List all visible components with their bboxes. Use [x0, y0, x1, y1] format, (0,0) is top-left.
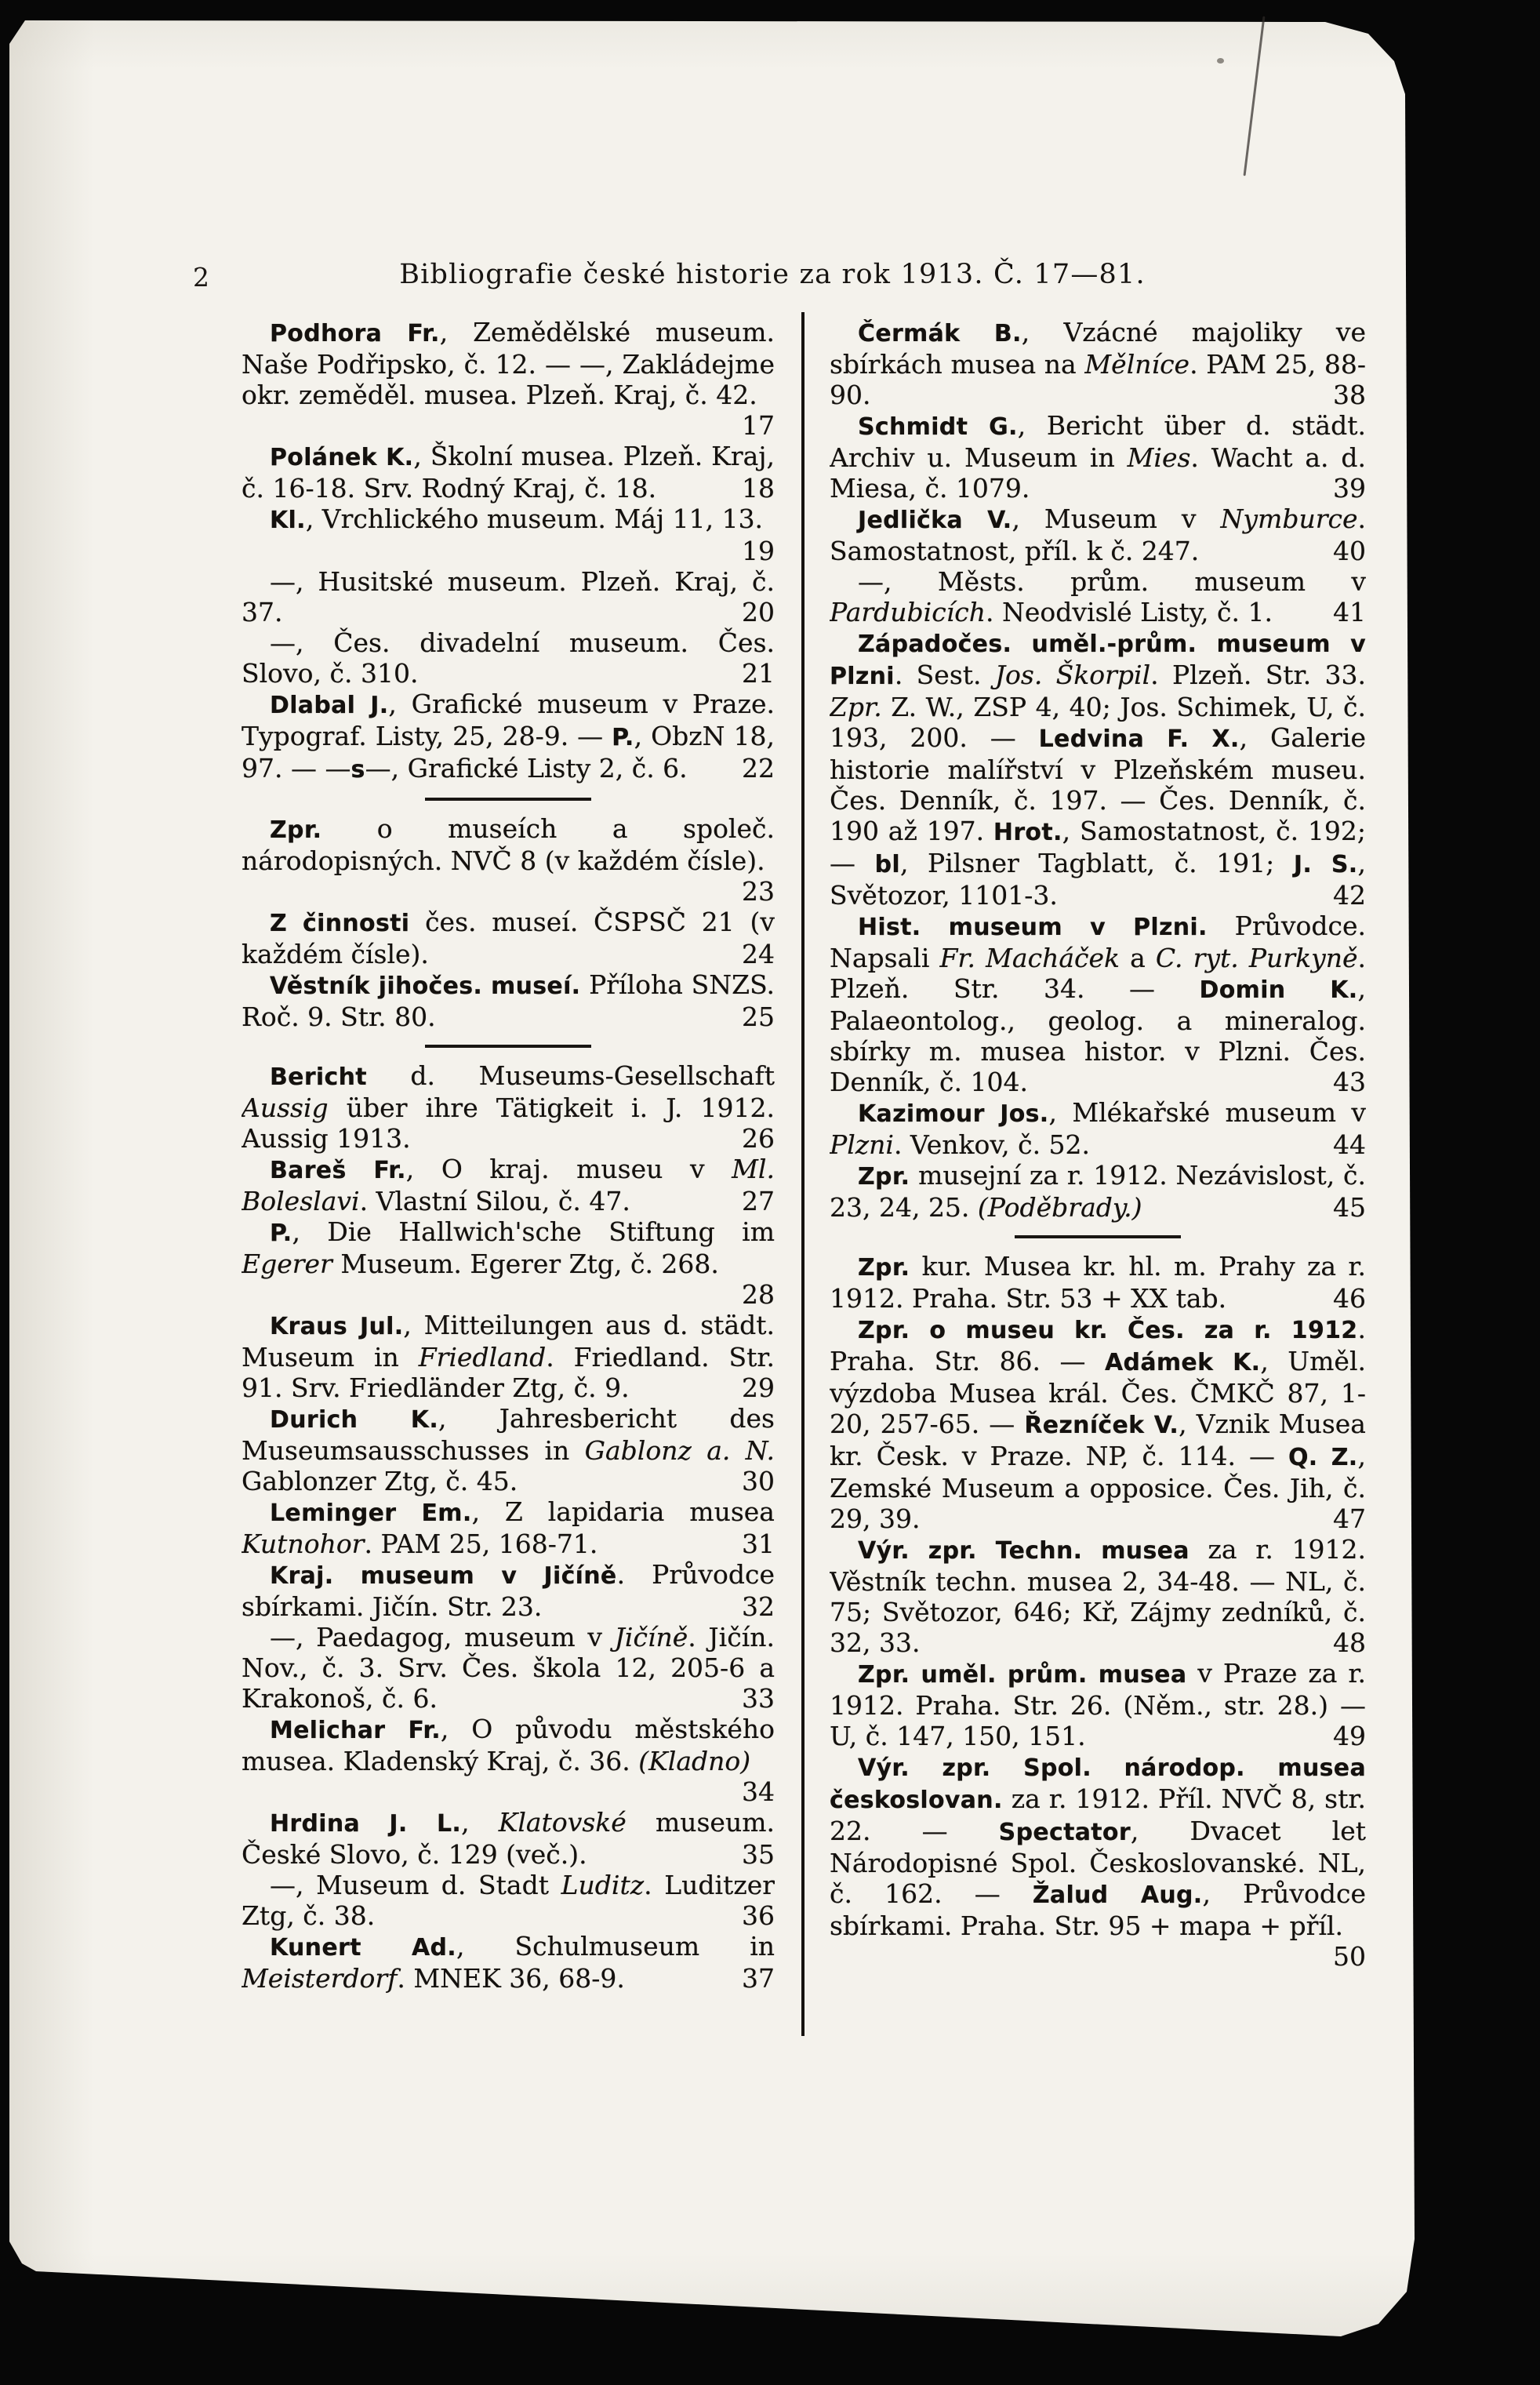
entry-number: 19: [742, 536, 775, 566]
bib-entry: [830, 504, 1366, 566]
entry-lead: Podhora Fr.: [270, 320, 440, 347]
entry-lead: Z činnosti: [270, 910, 410, 937]
bib-entry: [242, 441, 775, 504]
entry-number: 41: [1333, 597, 1366, 627]
entry-italic: Aussig: [242, 1093, 329, 1123]
entry-number: 23: [742, 876, 775, 907]
entry-text: . Jičín. Nov., č. 3. Srv. Čes. škola 12, 205-6 a Krakonoš, č. 6.: [242, 1622, 775, 1714]
entry-lead: Leminger Em.: [270, 1500, 472, 1527]
entry-text: , Uměl. výzdoba Musea král. Čes. ČMKČ 87, 1-20, 257-65. —: [830, 1346, 1366, 1439]
bib-entry: [830, 1160, 1366, 1223]
entry-text: d. Museums-Gesellschaft: [366, 1060, 775, 1091]
bib-entry: [830, 1314, 1366, 1534]
bib-entry: [242, 1807, 775, 1870]
entry-lead: Výr. zpr. Spol. národop. musea českoslovan.: [830, 1754, 1366, 1814]
entry-lead: Melichar Fr.: [270, 1717, 441, 1744]
entry-text: —, Museum d. Stadt: [270, 1870, 561, 1900]
entry-italic: Mies: [1127, 442, 1191, 473]
bib-entry: [242, 1622, 775, 1714]
entry-text: kur. Musea kr. hl. m. Prahy za r. 1912. Praha. Str. 53 + XX tab.: [830, 1251, 1366, 1314]
entry-lead: Schmidt G.: [858, 413, 1018, 441]
entry-text: . Friedland. Str. 91. Srv. Friedländer Ztg, č. 9.: [242, 1342, 775, 1403]
entry-number: 20: [742, 597, 775, 627]
entry-italic: Zpr.: [830, 692, 882, 722]
entry-number: 45: [1333, 1192, 1366, 1223]
entry-number: 46: [1333, 1283, 1366, 1314]
entry-number: 29: [742, 1372, 775, 1403]
right-column: [830, 317, 1366, 1972]
entry-number: 42: [1333, 880, 1366, 911]
entry-lead: Zpr. uměl. prům. musea: [858, 1661, 1187, 1689]
entry-lead: Bareš Fr.: [270, 1157, 406, 1184]
entry-number: 17: [742, 410, 775, 441]
entry-number: 37: [742, 1963, 775, 1994]
entry-text: , Pilsner Tagblatt, č. 191;: [899, 848, 1294, 878]
entry-text: , Schulmuseum in: [456, 1931, 775, 1961]
entry-text: , ObzN 18, 97. — —: [242, 721, 775, 783]
entry-number: 28: [742, 1279, 775, 1310]
entry-lead: J. S.: [1293, 851, 1358, 878]
entry-text: . Plzeň. Str. 34. —: [830, 943, 1366, 1004]
entry-text: . PAM 25, 168-71.: [364, 1529, 598, 1559]
entry-lead: bl: [874, 851, 900, 878]
page-number: 2: [193, 262, 209, 293]
left-column: [242, 317, 775, 1994]
bib-entry: [242, 1216, 775, 1310]
entry-text: , Světozor, 1101-3.: [830, 848, 1366, 911]
entry-italic: Jičíně: [614, 1622, 688, 1652]
entry-text: —, Čes. divadelní museum. Čes. Slovo, č. 310.: [242, 627, 775, 689]
entry-number: 32: [742, 1591, 775, 1622]
entry-number: 24: [742, 939, 775, 969]
entry-text: Z. W., ZSP 4, 40; Jos. Schimek, U, č. 193, 200. —: [830, 692, 1366, 753]
bib-entry: [830, 1751, 1366, 1972]
bib-entry: [830, 1097, 1366, 1160]
entry-italic: Fr. Macháček: [939, 943, 1120, 973]
entry-text: , Z lapidaria musea: [471, 1496, 775, 1527]
entry-lead: Polánek K.: [270, 444, 414, 471]
entry-text: , Mlékařské museum v: [1048, 1097, 1366, 1128]
entry-text: a: [1120, 943, 1156, 973]
bib-entry: [242, 1931, 775, 1994]
entry-text: . Sest.: [894, 660, 995, 690]
bib-entry: [242, 907, 775, 969]
entry-text: , Galerie historie malířství v Plzeňském museu. Čes. Denník, č. 197. — Čes. Denník, č. 190 až 197.: [830, 722, 1366, 846]
entry-text: über ihre Tätigkeit i. J. 1912. Aussig 1913.: [242, 1093, 775, 1154]
bib-entry: [242, 566, 775, 627]
paper-speck: [1217, 58, 1224, 64]
entry-lead: Kraj. museum v Jičíně: [270, 1562, 617, 1590]
entry-lead: Zpr.: [858, 1163, 910, 1191]
entry-text: , Samostatnost, č. 192; —: [830, 816, 1366, 878]
entry-lead: Jedlička V.: [858, 507, 1012, 534]
bib-entry: [242, 1403, 775, 1496]
bib-entry: [242, 969, 775, 1032]
entry-text: . MNEK 36, 68-9.: [397, 1963, 625, 1994]
entry-number: 49: [1333, 1721, 1366, 1751]
entry-text: . PAM 25, 88-90.: [830, 349, 1366, 410]
bib-entry: [242, 1870, 775, 1931]
entry-text: . Venkov, č. 52.: [893, 1129, 1091, 1160]
bib-entry: [242, 1714, 775, 1807]
entry-lead: P.: [612, 724, 634, 751]
entry-lead: Kl.: [270, 507, 306, 534]
entry-lead: Zpr. o museu kr. Čes. za r. 1912: [858, 1317, 1358, 1344]
entry-number: 22: [742, 753, 775, 783]
entry-lead: Dlabal J.: [270, 692, 389, 719]
entry-text: . Plzeň. Str. 33.: [1150, 660, 1366, 690]
entry-text: , Vzácné majoliky ve sbírkách musea na: [830, 317, 1366, 380]
entry-lead: Spectator: [998, 1819, 1131, 1846]
entry-italic: Kutnohor: [242, 1529, 365, 1559]
entry-text: za r. 1912. Příl. NVČ 8, str. 22. —: [830, 1783, 1366, 1846]
entry-italic: Nymburce: [1220, 504, 1358, 534]
bib-entry: [830, 317, 1366, 410]
bib-entry: [242, 317, 775, 441]
bib-entry: [242, 1310, 775, 1403]
entry-number: 33: [742, 1683, 775, 1714]
entry-number: 43: [1333, 1067, 1366, 1097]
bib-entry: [830, 1534, 1366, 1658]
entry-lead: s: [350, 756, 365, 783]
entry-italic: Pardubicích: [830, 597, 986, 627]
entry-italic: Gablonz a. N.: [584, 1435, 775, 1466]
entry-lead: Kunert Ad.: [270, 1934, 456, 1961]
bib-entry: [242, 1060, 775, 1154]
bib-entry: [242, 813, 775, 907]
column-divider: [801, 312, 805, 2036]
entry-lead: Durich K.: [270, 1406, 439, 1434]
entry-number: 34: [742, 1776, 775, 1807]
entry-text: , Dvacet let Národopisné Spol. Českoslovanské. NL, č. 162. —: [830, 1816, 1366, 1909]
entry-number: 18: [742, 473, 775, 504]
entry-italic: Mělníce: [1084, 349, 1190, 380]
entry-text: ,: [461, 1807, 499, 1838]
entry-number: 47: [1333, 1503, 1366, 1534]
entry-text: musejní za r. 1912. Nezávislost, č. 23, 24, 25.: [830, 1160, 1366, 1223]
entry-text: , Grafické museum v Praze. Typograf. Listy, 25, 28-9. —: [242, 689, 775, 751]
entry-italic: Meisterdorf: [242, 1963, 398, 1994]
entry-text: Gablonzer Ztg, č. 45.: [242, 1466, 518, 1496]
entry-text: v Praze za r. 1912. Praha. Str. 26. (Něm., str. 28.) — U, č. 147, 150, 151.: [830, 1658, 1366, 1751]
entry-text: čes. museí. ČSPSČ 21 (v každém čísle).: [242, 907, 775, 969]
bib-entry: [242, 1154, 775, 1216]
entry-lead: Zpr.: [858, 1254, 910, 1282]
entry-text: , Zemědělské museum. Naše Podřipsko, č. 12. — —, Zakládejme okr. zeměděl. musea. Plzeň. Kraj, č. 42.: [242, 317, 775, 410]
entry-lead: Hrot.: [993, 819, 1062, 846]
entry-lead: Výr. zpr. Techn. musea: [858, 1537, 1190, 1565]
entry-text: Příloha SNZS. Roč. 9. Str. 80.: [242, 969, 775, 1032]
entry-lead: Kraus Jul.: [270, 1313, 404, 1340]
entry-number: 48: [1333, 1627, 1366, 1658]
bib-entry: [830, 566, 1366, 627]
section-divider: [425, 798, 591, 801]
entry-text: Museum. Egerer Ztg, č. 268.: [332, 1249, 719, 1279]
entry-italic: Jos. Škorpil: [994, 660, 1151, 690]
entry-text: , Mitteilungen aus d. städt. Museum in: [242, 1310, 775, 1372]
entry-text: za r. 1912. Věstník techn. musea 2, 34-48. — NL, č. 75; Světozor, 646; Kř, Zájmy zedníků, č. 32, 33.: [830, 1534, 1366, 1658]
entry-number: 39: [1333, 473, 1366, 504]
entry-text: , Die Hallwich'sche Stiftung im: [292, 1216, 775, 1247]
entry-lead: P.: [270, 1220, 292, 1247]
entry-text: , Vznik Musea kr. Česk. v Praze. NP, č. 114. —: [830, 1409, 1366, 1471]
entry-italic: C. ryt. Purkyně: [1155, 943, 1358, 973]
entry-italic: Klatovské: [498, 1807, 627, 1838]
entry-text: . Samostatnost, příl. k č. 247.: [830, 504, 1366, 566]
bib-entry: [242, 689, 775, 785]
entry-text: , Zemské Museum a opposice. Čes. Jih, č. 29, 39.: [830, 1441, 1366, 1534]
bib-entry: [242, 627, 775, 689]
entry-lead: Západočes. uměl.-prům. museum v Plzni: [830, 631, 1366, 690]
entry-lead: Q. Z.: [1288, 1444, 1358, 1471]
entry-lead: Bericht: [270, 1063, 367, 1091]
entry-number: 30: [742, 1466, 775, 1496]
entry-text: —, Grafické Listy 2, č. 6.: [365, 753, 688, 783]
entry-text: , Školní musea. Plzeň. Kraj, č. 16-18. Srv. Rodný Kraj, č. 18.: [242, 441, 775, 504]
entry-number: 27: [742, 1186, 775, 1216]
entry-lead: Hist. museum v Plzni.: [858, 914, 1208, 941]
entry-text: , Bericht über d. städt. Archiv u. Museum in: [830, 410, 1366, 473]
entry-text: , O původu městského musea. Kladenský Kraj, č. 36.: [242, 1714, 775, 1776]
entry-lead: Věstník jihočes. museí.: [270, 973, 581, 1000]
page-header: Bibliografie české historie za rok 1913. Č. 17—81.: [399, 259, 1146, 290]
entry-italic: Luditz: [561, 1870, 645, 1900]
entry-lead: Domin K.: [1199, 976, 1358, 1004]
entry-text: —, Paedagog, museum v: [270, 1622, 615, 1652]
entry-text: , O kraj. museu v: [405, 1154, 732, 1184]
entry-text: , Vrchlického museum. Máj 11, 13.: [305, 504, 764, 534]
entry-text: . Luditzer Ztg, č. 38.: [242, 1870, 775, 1931]
entry-number: 38: [1333, 380, 1366, 410]
entry-lead: Zpr.: [270, 816, 322, 844]
entry-text: , Průvodce sbírkami. Praha. Str. 95 + mapa + příl.: [830, 1878, 1366, 1941]
entry-text: . Wacht a. d. Miesa, č. 1079.: [830, 442, 1366, 504]
entry-text: . Neodvislé Listy, č. 1.: [986, 597, 1273, 627]
entry-italic: (Poděbrady.): [977, 1192, 1142, 1223]
bib-entry: [242, 1496, 775, 1559]
entry-text: . Vlastní Silou, č. 47.: [359, 1186, 630, 1216]
entry-text: , Museum v: [1012, 504, 1221, 534]
entry-italic: Plzni: [830, 1129, 894, 1160]
bib-entry: [242, 1559, 775, 1622]
entry-number: 26: [742, 1123, 775, 1154]
entry-lead: Čermák B.: [858, 320, 1022, 347]
entry-italic: Ml. Boleslavi: [242, 1154, 775, 1216]
section-divider: [1015, 1235, 1181, 1238]
entry-number: 50: [1333, 1941, 1366, 1972]
entry-text: , Jahresbericht des Museumsausschusses in: [242, 1403, 775, 1466]
entry-text: , Palaeontolog., geolog. a mineralog. sbírky m. musea histor. v Plzni. Čes. Denník, č. 104.: [830, 973, 1366, 1097]
entry-text: —, Městs. prům. museum v: [858, 566, 1366, 597]
entry-number: 40: [1333, 536, 1366, 566]
bib-entry: [830, 410, 1366, 504]
entry-number: 44: [1333, 1129, 1366, 1160]
entry-italic: Egerer: [242, 1249, 332, 1279]
entry-text: museum. České Slovo, č. 129 (več.).: [242, 1807, 775, 1870]
entry-text: o museích a společ. národopisných. NVČ 8 (v každém čísle).: [242, 813, 775, 876]
entry-text: . Praha. Str. 86. —: [830, 1314, 1366, 1376]
entry-lead: Ledvina F. X.: [1038, 725, 1240, 753]
entry-number: 21: [742, 658, 775, 689]
entry-number: 31: [742, 1529, 775, 1559]
entry-text: . Průvodce sbírkami. Jičín. Str. 23.: [242, 1559, 775, 1622]
section-divider: [425, 1045, 591, 1048]
entry-text: Průvodce. Napsali: [830, 911, 1366, 973]
entry-number: 36: [742, 1900, 775, 1931]
bib-entry: [830, 1251, 1366, 1314]
entry-lead: Hrdina J. L.: [270, 1810, 462, 1838]
entry-italic: (Kladno): [638, 1746, 751, 1776]
bib-entry: [830, 627, 1366, 911]
bib-entry: [242, 504, 775, 566]
entry-number: 35: [742, 1839, 775, 1870]
entry-italic: Friedland: [418, 1342, 547, 1372]
entry-lead: Řezníček V.: [1024, 1412, 1179, 1439]
bib-entry: [830, 911, 1366, 1097]
entry-lead: Adámek K.: [1105, 1349, 1261, 1376]
entry-lead: Kazimour Jos.: [858, 1100, 1049, 1128]
bib-entry: [830, 1658, 1366, 1751]
entry-number: 25: [742, 1002, 775, 1032]
entry-text: —, Husitské museum. Plzeň. Kraj, č. 37.: [242, 566, 775, 627]
entry-lead: Žalud Aug.: [1032, 1881, 1203, 1909]
